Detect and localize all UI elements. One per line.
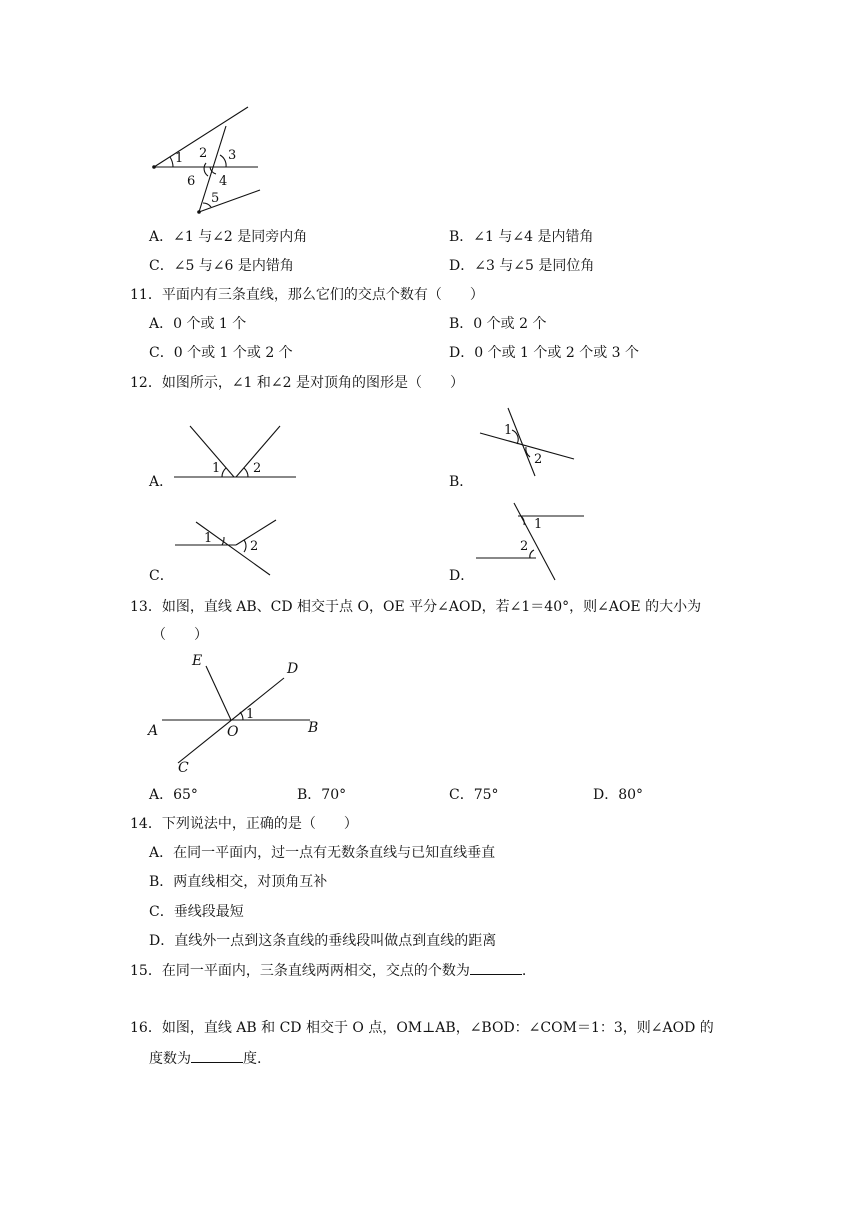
q11-option-b: B．0 个或 2 个 <box>449 316 547 332</box>
q16-stem-post: 度. <box>243 1051 262 1067</box>
q13-label-D: D <box>287 661 299 677</box>
q16-stem-pre: 度数为 <box>149 1051 191 1067</box>
q13-option-a: A．65° <box>149 787 198 803</box>
q13-label-B: B <box>308 720 319 736</box>
q10-option-d: D．∠3 与∠5 是同位角 <box>449 258 595 274</box>
q12-stem: 12．如图所示，∠1 和∠2 是对顶角的图形是（ ） <box>130 375 464 391</box>
q12-letter-b: B． <box>449 474 474 490</box>
q10-label-5: 5 <box>211 191 220 206</box>
q15-end: . <box>521 963 527 979</box>
q15-line <box>130 961 526 980</box>
q12b-label-2: 2 <box>534 452 543 467</box>
q13-stem-line1: 13．如图，直线 AB、CD 相交于点 O，OE 平分∠AOD，若∠1＝40°，则∠AOE 的大小为 <box>130 599 702 615</box>
q13-label-1: 1 <box>246 707 255 722</box>
q14-option-a: A．在同一平面内，过一点有无数条直线与已知直线垂直 <box>149 845 496 861</box>
q11-option-c: C．0 个或 1 个或 2 个 <box>149 345 293 361</box>
q13-stem-line2: （ ） <box>152 627 208 643</box>
q12a-label-2: 2 <box>253 461 262 476</box>
q16-stem-line1: 16．如图，直线 AB 和 CD 相交于 O 点，OM⊥AB，∠BOD：∠COM＝1：3，则∠AOD 的 <box>130 1020 714 1036</box>
q13-option-b: B．70° <box>297 787 347 803</box>
q14-stem: 14．下列说法中，正确的是（ ） <box>130 816 358 832</box>
q12d-label-1: 1 <box>534 517 543 532</box>
q13-option-c: C．75° <box>449 787 499 803</box>
q12-figure-a <box>170 420 300 485</box>
q10-label-6: 6 <box>187 174 196 189</box>
q14-option-c: C．垂线段最短 <box>149 904 244 920</box>
q12c-label-2: 2 <box>250 539 259 554</box>
q13-label-A: A <box>148 723 159 739</box>
q10-label-2: 2 <box>199 146 208 161</box>
q16-line2 <box>149 1049 261 1068</box>
q10-label-3: 3 <box>228 148 237 163</box>
q10-option-c: C．∠5 与∠6 是内错角 <box>149 258 294 274</box>
q12-figure-d <box>474 500 589 582</box>
q10-label-4: 4 <box>219 174 228 189</box>
q12c-label-1: 1 <box>204 531 213 546</box>
q13-option-d: D．80° <box>593 787 644 803</box>
q10-option-b: B．∠1 与∠4 是内错角 <box>449 229 594 245</box>
q12a-label-1: 1 <box>212 461 221 476</box>
q12-letter-d: D． <box>449 568 475 584</box>
q12d-label-2: 2 <box>520 539 529 554</box>
q13-label-E: E <box>192 653 203 669</box>
q11-option-a: A．0 个或 1 个 <box>149 316 247 332</box>
q10-option-a: A．∠1 与∠2 是同旁内角 <box>149 229 308 245</box>
q12-letter-a: A． <box>149 474 174 490</box>
q14-option-b: B．两直线相交，对顶角互补 <box>149 874 328 890</box>
q11-option-d: D．0 个或 1 个或 2 个或 3 个 <box>449 345 640 361</box>
q16-answer-blank[interactable] <box>191 1049 243 1063</box>
q10-label-1: 1 <box>175 151 184 166</box>
q12-figure-c <box>172 515 282 577</box>
q14-option-d: D．直线外一点到这条直线的垂线段叫做点到直线的距离 <box>149 933 497 949</box>
q15-stem: 15．在同一平面内，三条直线两两相交，交点的个数为 <box>130 963 470 979</box>
q12-figure-b <box>474 400 579 480</box>
q13-label-O: O <box>227 724 239 740</box>
q13-label-C: C <box>178 760 189 776</box>
q13-figure <box>140 648 340 778</box>
q12b-label-1: 1 <box>504 423 513 438</box>
q15-answer-blank[interactable] <box>470 961 522 975</box>
q12-letter-c: C． <box>149 568 174 584</box>
q10-figure <box>140 100 270 220</box>
q11-stem: 11．平面内有三条直线，那么它们的交点个数有（ ） <box>130 287 484 303</box>
